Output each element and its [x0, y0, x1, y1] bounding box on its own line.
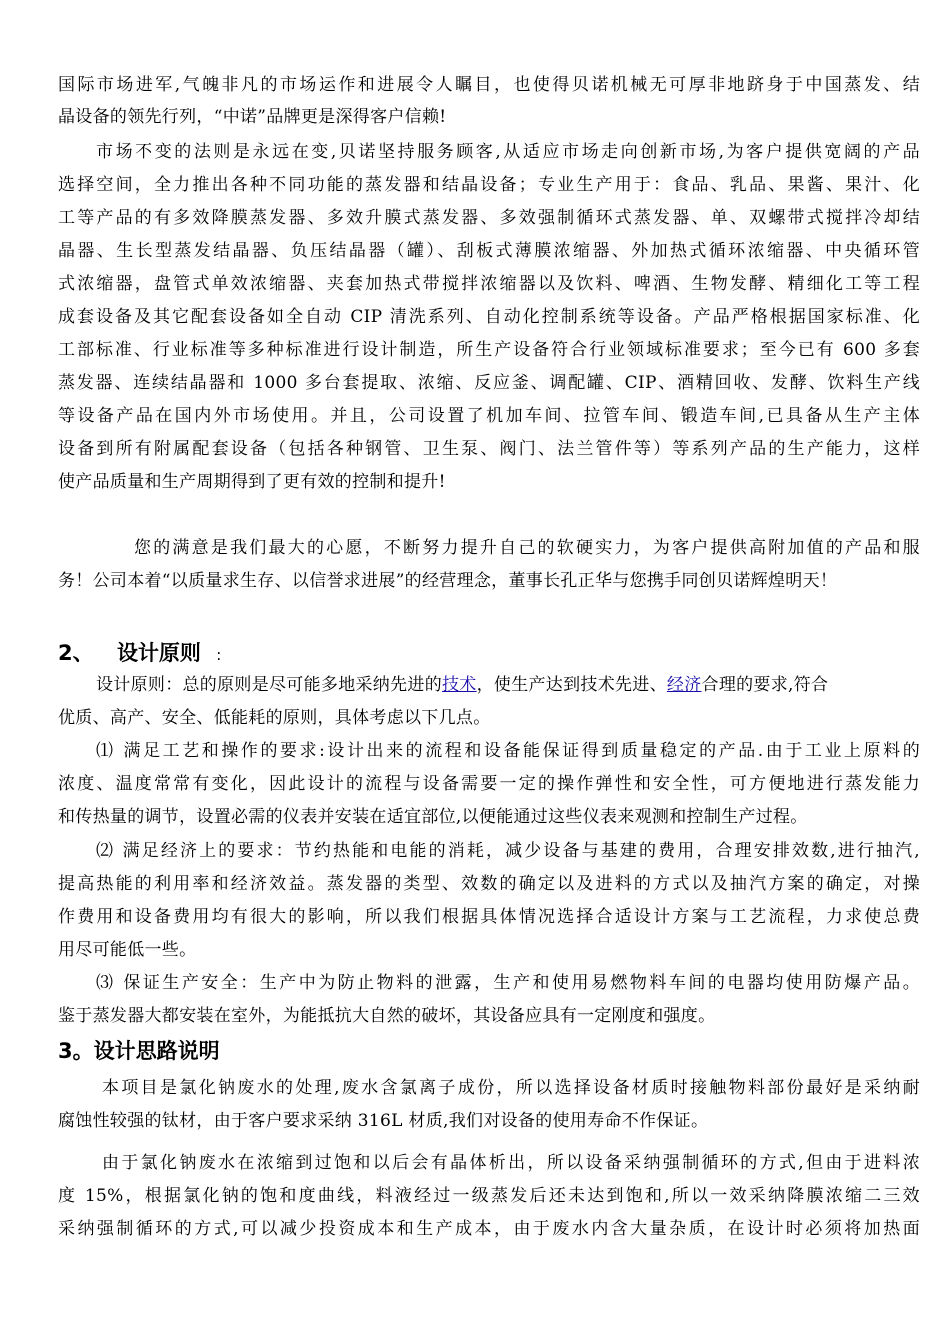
item2-line-1: ⑵ 满足经济上的要求：节约热能和电能的消耗，减少设备与基建的费用，合理安排效数,进行抽汽, [96, 841, 920, 861]
para2-line-6: 成套设备及其它配套设备如全自动 CIP 清洗系列、自动化控制系统等设备。产品严格根据国家标准、化 [58, 307, 920, 327]
section2-intro-line-1 [96, 673, 920, 697]
technology-link[interactable]: 技术 [442, 675, 477, 695]
section3-para1-line-1: 本项目是氯化钠废水的处理,废水含氯离子成份，所以选择设备材质时接触物料部份最好是采纳耐 [102, 1078, 920, 1098]
item3-line-2: 鉴于蒸发器大都安装在室外，为能抵抗大自然的破坏，其设备应具有一定刚度和强度。 [58, 1006, 716, 1026]
para2-line-8: 蒸发器、连续结晶器和 1000 多台套提取、浓缩、反应釜、调配罐、CIP、酒精回收、发酵、饮料生产线 [58, 373, 920, 393]
section2-heading [58, 639, 221, 669]
item2-line-3: 作费用和设备费用均有很大的影响，所以我们根据具体情况选择合适设计方案与工艺流程，力求使总费 [58, 907, 920, 927]
item1-line-3: 和传热量的调节，设置必需的仪表并安装在适宜部位,以便能通过这些仪表来观测和控制生产过程。 [58, 807, 808, 827]
para3-line-2: 务！公司本着“以质量求生存、以信誉求进展”的经营理念，董事长孔正华与您携手同创贝诺辉煌明天！ [58, 571, 838, 591]
section2-title: 设计原则 [116, 641, 201, 665]
intro-text-b: ，使生产达到技术先进、 [476, 675, 667, 695]
para2-line-7: 工部标准、行业标准等多种标准进行设计制造，所生产设备符合行业领域标准要求；至今已有 600 多套 [58, 340, 920, 360]
section2-number: 2、 [58, 641, 94, 665]
para2-line-5: 式浓缩器，盘管式单效浓缩器、夹套加热式带搅拌浓缩器以及饮料、啤酒、生物发酵、精细化工等工程 [58, 274, 920, 294]
item2-line-2: 提高热能的利用率和经济效益。蒸发器的类型、效数的确定以及进料的方式以及抽汽方案的确定，对操 [58, 874, 920, 894]
section3-para2-line-2: 度 15%，根据氯化钠的饱和度曲线，料液经过一级蒸发后还未达到饱和,所以一效采纳降膜浓缩二三效 [58, 1186, 920, 1206]
economy-link[interactable]: 经济 [666, 675, 702, 695]
section2-intro-line-2: 优质、高产、安全、低能耗的原则，具体考虑以下几点。 [58, 708, 491, 728]
item1-line-2: 浓度、温度常常有变化，因此设计的流程与设备需要一定的操作弹性和安全性，可方便地进行蒸发能力 [58, 774, 920, 794]
section3-para2-line-3: 采纳强制循环的方式,可以减少投资成本和生产成本，由于废水内含大量杂质，在设计时必须将加热面 [58, 1219, 920, 1239]
item2-line-4: 用尽可能低一些。 [58, 940, 197, 960]
para2-line-11: 使产品质量和生产周期得到了更有效的控制和提升! [58, 472, 446, 492]
item3-line-1: ⑶ 保证生产安全：生产中为防止物料的泄露，生产和使用易燃物料车间的电器均使用防爆产品。 [96, 973, 920, 993]
para2-line-10: 设备到所有附属配套设备（包括各种钢管、卫生泵、阀门、法兰管件等）等系列产品的生产能力，这样 [58, 439, 920, 459]
section3-para2-line-1: 由于氯化钠废水在浓缩到过饱和以后会有晶体析出，所以设备采纳强制循环的方式,但由于进料浓 [102, 1153, 920, 1173]
para2-line-1: 市场不变的法则是永远在变,贝诺坚持服务顾客,从适应市场走向创新市场,为客户提供宽阔的产品 [96, 142, 920, 162]
para3-line-1: 您的满意是我们最大的心愿，不断努力提升自己的软硬实力，为客户提供高附加值的产品和服 [134, 538, 920, 558]
intro-text-a: 设计原则：总的原则是尽可能多地采纳先进的 [96, 675, 442, 695]
section2-colon: : [216, 646, 222, 664]
item1-line-1: ⑴ 满足工艺和操作的要求:设计出来的流程和设备能保证得到质量稳定的产品.由于工业上原料的 [96, 741, 920, 761]
para1-line-2: 晶设备的领先行列，“中诺”品牌更是深得客户信赖! [58, 107, 447, 127]
para2-line-9: 等设备产品在国内外市场使用。并且，公司设置了机加车间、拉管车间、锻造车间,已具备从生产主体 [58, 406, 920, 426]
para2-line-4: 晶器、生长型蒸发结晶器、负压结晶器（罐）、刮板式薄膜浓缩器、外加热式循环浓缩器、中央循环管 [58, 241, 920, 261]
para1-line-1: 国际市场进军,气魄非凡的市场运作和进展令人瞩目，也使得贝诺机械无可厚非地跻身于中国蒸发、结 [58, 75, 920, 95]
section3-para1-line-2: 腐蚀性较强的钛材，由于客户要求采纳 316L 材质,我们对设备的使用寿命不作保证。 [58, 1111, 709, 1131]
section3-heading: 3。设计思路说明 [58, 1039, 220, 1063]
para2-line-2: 选择空间，全力推出各种不同功能的蒸发器和结晶设备；专业生产用于：食品、乳品、果酱、果汁、化 [58, 175, 920, 195]
intro-text-c: 合理的要求,符合 [701, 675, 829, 695]
para2-line-3: 工等产品的有多效降膜蒸发器、多效升膜式蒸发器、多效强制循环式蒸发器、单、双螺带式搅拌冷却结 [58, 208, 920, 228]
